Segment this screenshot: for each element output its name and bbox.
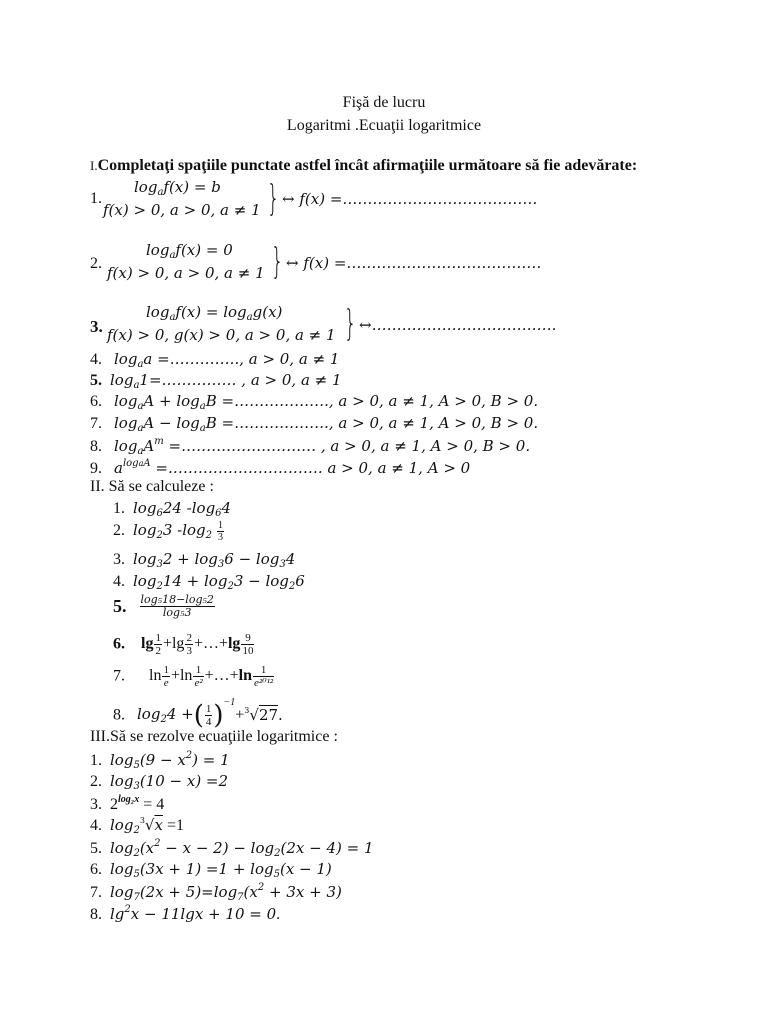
s1-item-1-result: ↔ f(x) =…………………………………: [282, 190, 538, 208]
s2-item-2: 2. $\log_23$ $-\log_2$ $\frac{1}{3}$: [113, 520, 223, 543]
s3-item-8: 8. $\lg^2x - 11\lg x + 10 = 0$.: [90, 904, 281, 923]
s1-item-8: 8. $\log_aA^m$ =……………………… , a > 0, a ≠ 1, A > 0, B > 0.: [90, 436, 531, 457]
s1-item-3-num: 3.: [90, 317, 103, 336]
s2-item-6: 6. lg $\frac{1}{2}$ +lg $\frac{2}{3}$ +…+lg $\frac{9}{10}$: [113, 632, 254, 657]
s1-item-3-result: ↔……………………………….: [359, 316, 557, 334]
s1-item-7: 7. $\log_aA - \log_aB$ =………………., a > 0, a ≠ 1, A > 0, B > 0.: [90, 414, 539, 434]
s1-item-5: 5. $\log_a1=\dots\dots\dots\dots\dots$ , a > 0, a ≠ 1: [90, 371, 342, 391]
section1-heading: [90, 157, 637, 175]
s3-item-5: 5. $\log_2(x^2 - x - 2) - \log_2(2x - 4) = 1$: [90, 838, 374, 859]
s3-item-3: 3. $2^{log_2x} = 4$: [90, 794, 165, 813]
page-subtitle: Logaritmi .Ecuaţii logaritmice: [286, 117, 482, 134]
s1-item-2-num: 2.: [90, 255, 102, 272]
s3-item-2: 2. $\log_3(10 - x) =2$: [90, 772, 229, 792]
s1-item-2-result: ↔ f(x) =…………………………………: [286, 254, 542, 272]
section3-heading: III.Să se rezolve ecuaţiile logaritmice :: [90, 728, 338, 745]
s1-item-4: 4. $\log_aa$ =………….., a > 0, a ≠ 1: [90, 350, 340, 370]
s2-item-4: 4. $\log_214 + \log_23 - \log_26$: [113, 572, 305, 592]
section1-number: I.: [90, 158, 98, 173]
s1-item-3-top: $\log_af(x) = \log_ag(x)$: [146, 303, 283, 323]
s3-item-6: 6. $\log_5(3x + 1) =1 + \log_5(x - 1)$: [90, 860, 332, 880]
s1-item-1-top: $\log_af(x) = b$: [134, 178, 221, 198]
s2-item-3: 3. $\log_32 + \log_36 - \log_34$: [113, 550, 296, 570]
s1-item-1-num: 1.: [90, 190, 102, 207]
s1-item-2-cond: f(x) > 0, a > 0, a ≠ 1: [107, 264, 265, 282]
s2-item-5: 5. $\frac{\text{log₅18−log₅2}}{\text{log₅3}}$: [113, 593, 214, 619]
s2-item-1: 1. $\log_624$ $-\log_64$: [113, 499, 232, 519]
s3-item-1: 1. $\log_5(9 - x^2) = 1$: [90, 750, 230, 771]
brace-icon: }: [271, 241, 284, 282]
s2-item-7: 7. ln $\frac{1}{e}$ +ln $\frac{1}{\text{e²}}$ +…+ln $\frac{1}{\text{e²⁰¹²}}$: [113, 664, 274, 689]
s1-item-9: 9. $a^{logaA}$ =…………………………. a > 0, a ≠ 1, A > 0: [90, 458, 471, 477]
s1-item-1-cond: f(x) > 0, a > 0, a ≠ 1: [103, 201, 261, 219]
section1-instruction: Completaţi spaţiile punctate astfel încât afirmaţiile următoare să fie adevărate:: [97, 157, 638, 174]
brace-icon: }: [344, 303, 357, 344]
s2-item-8: 8. $\log_24$ +( $\frac{1}{4}$ )$^{-1}$+$^3$√27.: [113, 697, 283, 731]
page-title: Fişă de lucru: [342, 94, 426, 111]
s1-item-6: 6. $\log_aA + \log_aB$ =………………., a > 0, a ≠ 1, A > 0, B > 0.: [90, 392, 539, 412]
s3-item-7: 7. $\log_7(2x + 5)=\log_7(x^2 + 3x + 3)$: [90, 882, 342, 903]
s1-item-2-top: $\log_af(x) = 0$: [146, 241, 233, 261]
s3-item-4: 4. $\log_2^3√x =1$: [90, 816, 184, 836]
s1-item-3-cond: f(x) > 0, g(x) > 0, a > 0, a ≠ 1: [107, 326, 336, 344]
section2-heading: II. Să se calculeze :: [90, 478, 214, 495]
brace-icon: }: [267, 178, 280, 219]
